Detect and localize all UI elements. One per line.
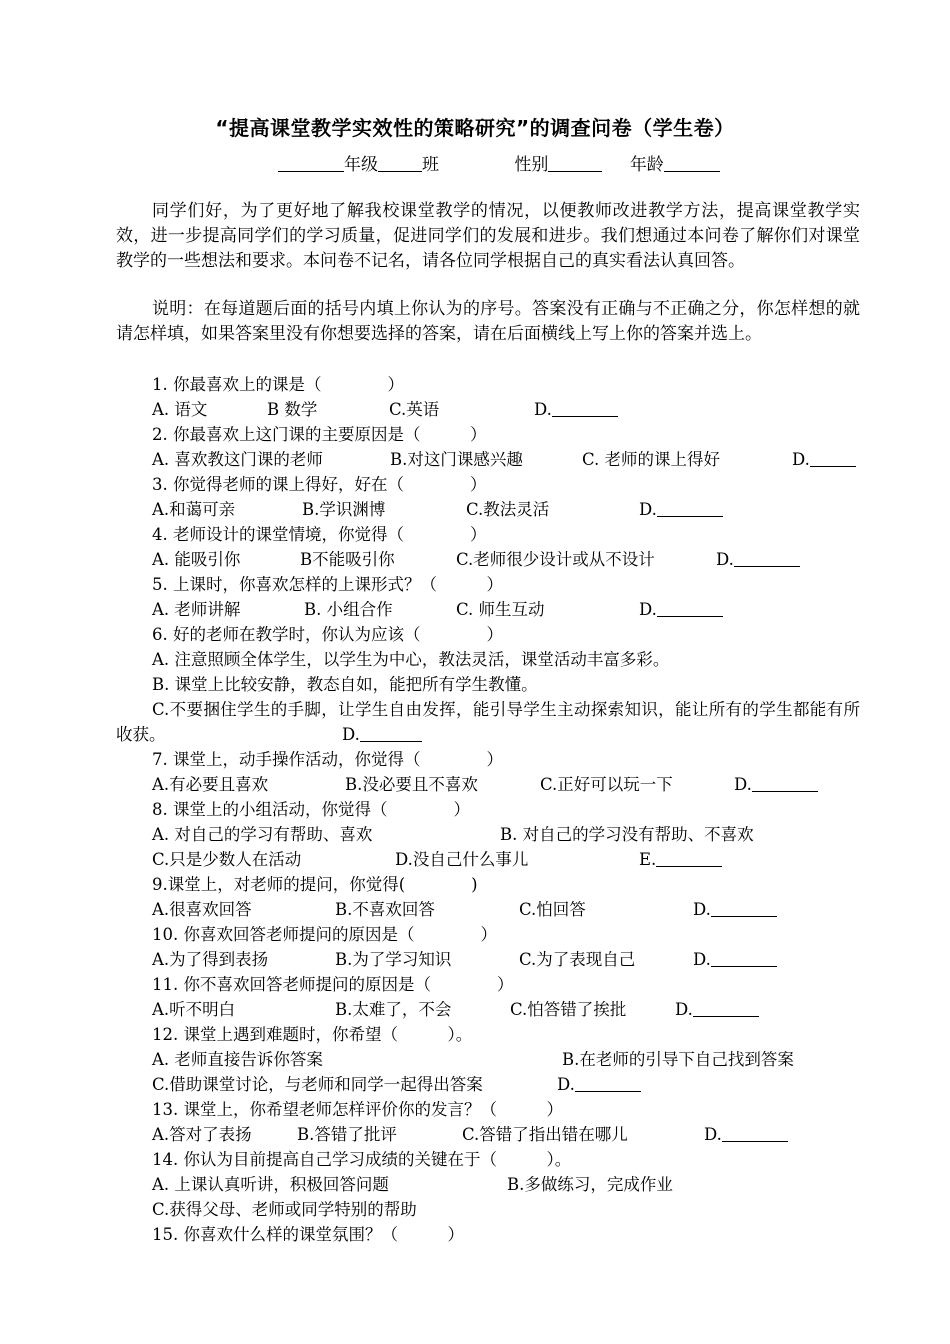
option-a[interactable]: A.为了得到表扬 [152,950,269,969]
option-d[interactable]: D. [704,1122,788,1147]
gender-blank[interactable] [548,155,602,172]
option-b[interactable]: B.没必要且不喜欢 [345,775,478,794]
gender-label: 性别 [514,155,549,175]
question-2: 2. 你最喜欢上这门课的主要原因是（ ） [152,425,487,444]
options-q7 [152,772,862,797]
question-3: 3. 你觉得老师的课上得好，好在（ ） [152,475,487,494]
option-b[interactable]: B. 小组合作 [304,600,393,619]
option-c[interactable]: C.获得父母、老师或同学特别的帮助 [152,1200,417,1219]
option-b[interactable]: B.在老师的引导下自己找到答案 [562,1050,794,1069]
option-c[interactable]: C.答错了指出错在哪儿 [462,1125,628,1144]
option-d[interactable]: D. [639,497,723,522]
option-a[interactable]: A. 注意照顾全体学生，以学生为中心，教法灵活，课堂活动丰富多彩。 [152,650,670,669]
option-b[interactable]: B.答错了批评 [297,1125,397,1144]
option-a[interactable]: A.和蔼可亲 [152,500,236,519]
option-a[interactable]: A. 老师讲解 [152,600,241,619]
options-q2 [152,447,862,472]
option-b[interactable]: B. 课堂上比较安静，教态自如，能把所有学生教懂。 [152,675,538,694]
option-c[interactable]: C.正好可以玩一下 [540,775,673,794]
option-c[interactable]: C.怕回答 [519,900,586,919]
question-14: 14. 你认为目前提高自己学习成绩的关键在于（ ）。 [152,1150,572,1169]
option-b[interactable]: B. 对自己的学习没有帮助、不喜欢 [500,825,754,844]
option-c[interactable]: C.不要捆住学生的手脚，让学生自由发挥，能引导学生主动探索知识，能让所有的学生都能有所收获。 [116,700,860,744]
grade-label: 年级 [344,155,378,175]
question-8: 8. 课堂上的小组活动，你觉得（ ） [152,800,470,819]
age-label: 年龄 [629,155,664,175]
options-q1 [152,397,862,422]
option-b[interactable]: B.对这门课感兴趣 [390,450,523,469]
option-b[interactable]: B.学识渊博 [302,500,386,519]
options-q4 [152,547,862,572]
options-q5 [152,597,862,622]
option-c[interactable]: C.只是少数人在活动 [152,850,302,869]
question-13: 13. 课堂上，你希望老师怎样评价你的发言？（ ） [152,1100,563,1119]
question-15: 15. 你喜欢什么样的课堂氛围？（ ） [152,1225,464,1244]
grade-blank[interactable] [278,155,344,172]
option-c[interactable]: C. 老师的课上得好 [582,450,721,469]
question-9: 9.课堂上，对老师的提问，你觉得( ) [152,875,478,894]
option-a[interactable]: A. 喜欢教这门课的老师 [152,450,323,469]
option-a[interactable]: A. 语文 [152,400,208,419]
option-e[interactable]: E. [639,847,722,872]
option-b[interactable]: B.为了学习知识 [335,950,452,969]
option-d[interactable]: D. [342,722,422,747]
option-c[interactable]: C.为了表现自己 [519,950,636,969]
question-4: 4. 老师设计的课堂情境，你觉得（ ） [152,525,487,544]
option-d[interactable]: D. [734,772,818,797]
option-b[interactable]: B.不喜欢回答 [335,900,435,919]
question-6: 6. 好的老师在教学时，你认为应该（ ） [152,625,503,644]
instructions-paragraph: 说明：在每道题后面的括号内填上你认为的序号。答案没有正确与不正确之分，你怎样想的就请怎样填，如果答案里没有你想要选择的答案，请在后面横线上写上你的答案并选上。 [116,299,860,344]
option-c[interactable]: C.教法灵活 [466,500,550,519]
option-a[interactable]: A. 能吸引你 [152,550,241,569]
options-q3 [152,497,862,522]
option-a[interactable]: A. 对自己的学习有帮助、喜欢 [152,825,373,844]
class-label: 班 [422,155,439,175]
options-q11 [152,997,862,1022]
option-d[interactable]: D.没自己什么事儿 [395,850,529,869]
question-10: 10. 你喜欢回答老师提问的原因是（ ） [152,925,497,944]
option-c[interactable]: C.老师很少设计或从不设计 [456,550,655,569]
option-d[interactable]: D. [716,547,800,572]
option-d[interactable]: D. [693,947,777,972]
page-title: “提高课堂教学实效性的策略研究”的调查问卷（学生卷） [215,116,735,140]
question-5: 5. 上课时，你喜欢怎样的上课形式？（ ） [152,575,503,594]
age-blank[interactable] [664,155,720,172]
options-q8-row1 [152,822,862,847]
options-q10 [152,947,862,972]
option-b[interactable]: B.太难了，不会 [335,1000,452,1019]
option-c[interactable]: C.借助课堂讨论，与老师和同学一起得出答案 [152,1075,483,1094]
options-q8-row2 [152,847,862,872]
option-d[interactable]: D. [557,1072,641,1097]
option-d[interactable]: D. [792,447,856,472]
option-a[interactable]: A.很喜欢回答 [152,900,252,919]
student-info-row [278,150,720,175]
question-7: 7. 课堂上，动手操作活动，你觉得（ ） [152,750,503,769]
option-a[interactable]: A. 上课认真听讲，积极回答问题 [152,1175,389,1194]
options-q12-row2 [152,1072,862,1097]
option-b[interactable]: B不能吸引你 [300,550,395,569]
option-d[interactable]: D. [639,597,723,622]
option-c[interactable]: C.英语 [389,400,440,419]
option-a[interactable]: A. 老师直接告诉你答案 [152,1050,323,1069]
options-q13 [152,1122,862,1147]
option-a[interactable]: A.答对了表扬 [152,1125,252,1144]
option-d[interactable]: D. [693,897,777,922]
option-c[interactable]: C. 师生互动 [456,600,545,619]
option-a[interactable]: A.有必要且喜欢 [152,775,269,794]
question-1: 1. 你最喜欢上的课是（ ） [152,375,404,394]
intro-paragraph: 同学们好，为了更好地了解我校课堂教学的情况，以便教师改进教学方法，提高课堂教学实效，进一步提高同学们的学习质量，促进同学们的发展和进步。我们想通过本问卷了解你们对课堂教学的一些想法和要求。本问卷不记名，请各位同学根据自己的真实看法认真回答。 [116,201,860,271]
options-q12-row1 [152,1047,862,1072]
option-d[interactable]: D. [675,997,759,1022]
options-q14-row1 [152,1172,862,1197]
question-11: 11. 你不喜欢回答老师提问的原因是（ ） [152,975,514,994]
options-q9 [152,897,862,922]
option-c[interactable]: C.怕答错了挨批 [510,1000,627,1019]
option-b[interactable]: B 数学 [267,400,318,419]
option-b[interactable]: B.多做练习，完成作业 [507,1175,673,1194]
option-d[interactable]: D. [534,397,618,422]
class-blank[interactable] [378,155,422,172]
option-a[interactable]: A.听不明白 [152,1000,236,1019]
question-12: 12. 课堂上遇到难题时，你希望（ ）。 [152,1025,473,1044]
